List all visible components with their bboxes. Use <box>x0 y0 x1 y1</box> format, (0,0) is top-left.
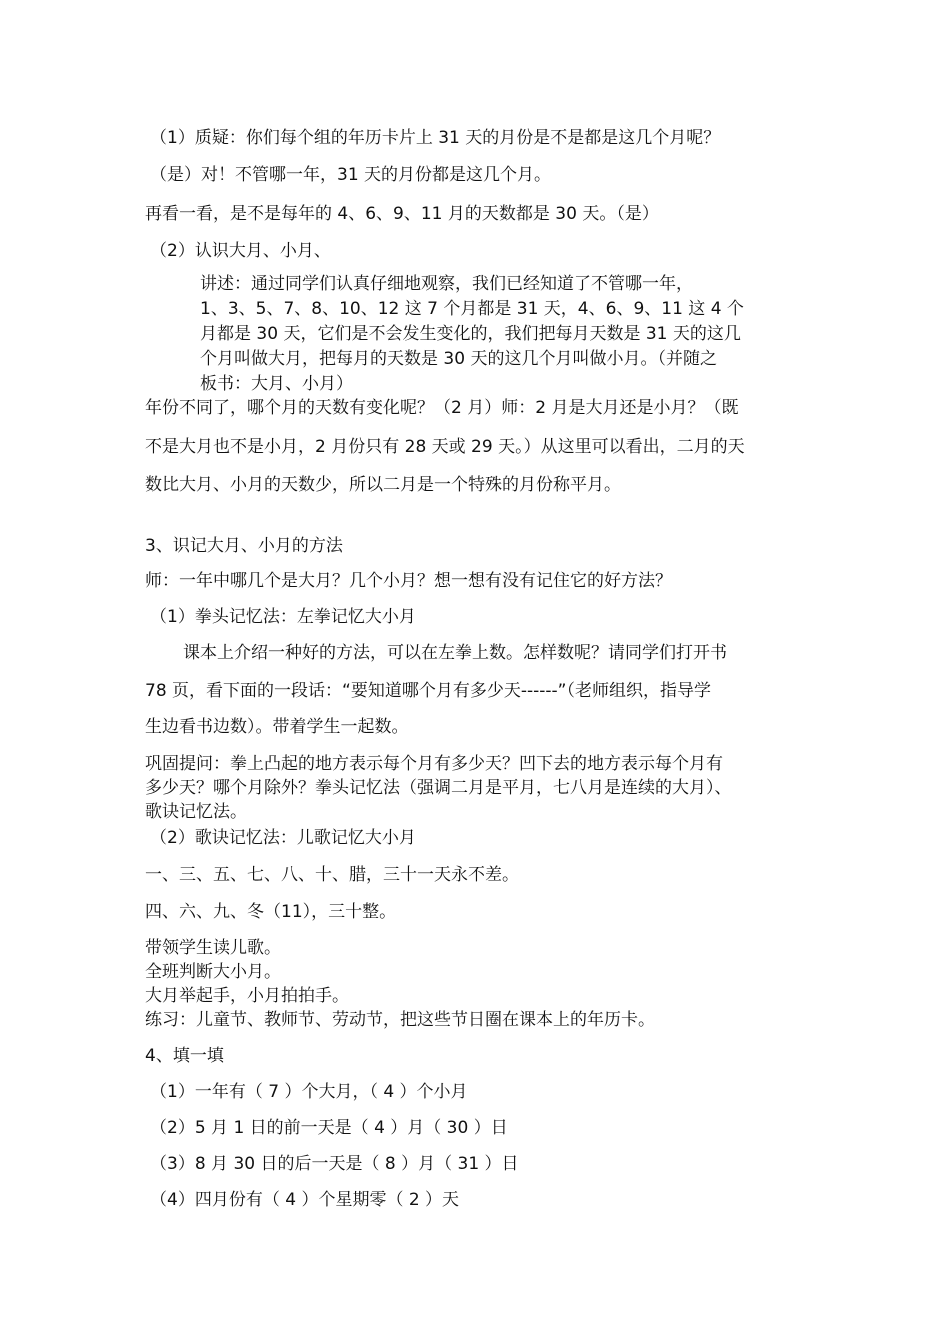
text-line: （1）质疑：你们每个组的年历卡片上 31 天的月份是不是都是这几个月呢？ <box>150 128 721 148</box>
text-line: 板书：大月、小月） <box>200 374 353 394</box>
section-heading: 4、填一填 <box>145 1046 224 1066</box>
text-line: （是）对！不管哪一年，31 天的月份都是这几个月。 <box>150 165 552 185</box>
text-line: 再看一看，是不是每年的 4、6、9、11 月的天数都是 30 天。（是） <box>145 204 659 224</box>
text-line: 练习：儿童节、教师节、劳动节，把这些节日圈在课本上的年历卡。 <box>145 1010 655 1030</box>
text-line: 月都是 30 天，它们是不会发生变化的，我们把每月天数是 31 天的这几 <box>200 324 741 344</box>
text-line: （1）拳头记忆法：左拳记忆大小月 <box>150 607 416 627</box>
text-line: 巩固提问：拳上凸起的地方表示每个月有多少天？凹下去的地方表示每个月有 <box>145 754 723 774</box>
text-line: 带领学生读儿歌。 <box>145 938 281 958</box>
exercise-line: （1）一年有（ 7 ）个大月，（ 4 ）个小月 <box>150 1082 468 1102</box>
text-line: 年份不同了，哪个月的天数有变化呢？（2 月）师：2 月是大月还是小月？（既 <box>145 398 739 418</box>
section-heading: 3、识记大月、小月的方法 <box>145 536 343 556</box>
text-line: 不是大月也不是小月，2 月份只有 28 天或 29 天。）从这里可以看出，二月的天 <box>145 437 745 457</box>
text-line: （2）歌诀记忆法：儿歌记忆大小月 <box>150 828 416 848</box>
text-line: 歌诀记忆法。 <box>145 802 247 822</box>
text-line: 数比大月、小月的天数少，所以二月是一个特殊的月份称平月。 <box>145 475 621 495</box>
text-line: 四、六、九、冬（11），三十整。 <box>145 902 397 922</box>
text-line: 多少天？哪个月除外？拳头记忆法（强调二月是平月，七八月是连续的大月）、 <box>145 778 732 798</box>
text-line: 生边看书边数）。带着学生一起数。 <box>145 717 409 737</box>
text-line: 讲述：通过同学们认真仔细地观察，我们已经知道了不管哪一年， <box>200 274 693 294</box>
exercise-line: （4）四月份有（ 4 ）个星期零（ 2 ）天 <box>150 1190 460 1210</box>
text-line: 一、三、五、七、八、十、腊，三十一天永不差。 <box>145 865 519 885</box>
text-line: 78 页，看下面的一段话：“要知道哪个月有多少天------”（老师组织，指导学 <box>145 681 711 701</box>
text-line: 课本上介绍一种好的方法，可以在左拳上数。怎样数呢？请同学们打开书 <box>183 643 727 663</box>
exercise-line: （2）5 月 1 日的前一天是（ 4 ）月（ 30 ）日 <box>150 1118 508 1138</box>
text-line: 全班判断大小月。 <box>145 962 281 982</box>
text-line: 1、3、5、7、8、10、12 这 7 个月都是 31 天，4、6、9、11 这 4 个 <box>200 299 744 319</box>
text-line: （2）认识大月、小月、 <box>150 241 331 261</box>
text-line: 个月叫做大月，把每月的天数是 30 天的这几个月叫做小月。（并随之 <box>200 349 717 369</box>
text-line: 大月举起手，小月拍拍手。 <box>145 986 349 1006</box>
text-line: 师：一年中哪几个是大月？几个小月？想一想有没有记住它的好方法？ <box>145 571 672 591</box>
exercise-line: （3）8 月 30 日的后一天是（ 8 ）月（ 31 ）日 <box>150 1154 519 1174</box>
